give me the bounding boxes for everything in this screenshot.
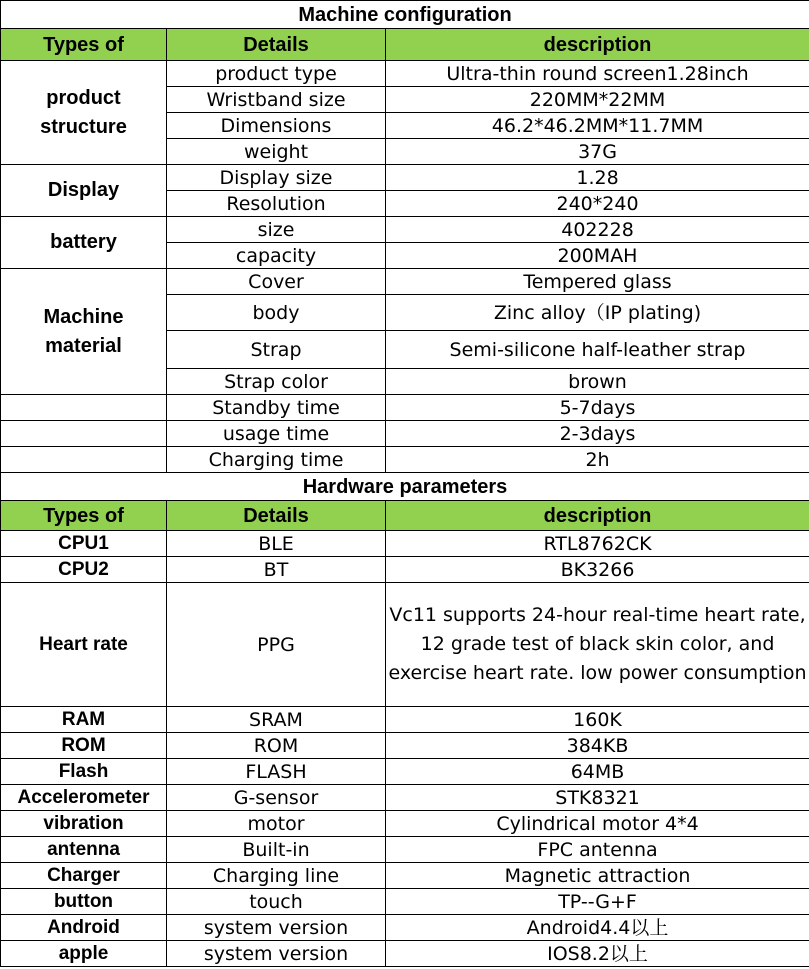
table-row [1, 531, 809, 557]
table-row [1, 395, 809, 421]
detail-cell: Strap [167, 331, 386, 369]
section-title-machine-configuration: Machine configuration [1, 1, 809, 29]
table-row [1, 165, 809, 191]
description-cell: 2-3days [386, 421, 809, 447]
description-cell: 46.2*46.2MM*11.7MM [386, 113, 809, 139]
detail-cell: system version [167, 941, 386, 967]
detail-cell: product type [167, 61, 386, 87]
table-row [1, 557, 809, 583]
description-cell: 220MM*22MM [386, 87, 809, 113]
description-cell: STK8321 [386, 785, 809, 811]
detail-cell: Standby time [167, 395, 386, 421]
hardware-type-cell: Android [1, 915, 167, 941]
table-row [1, 941, 809, 967]
table-row [1, 421, 809, 447]
category-cell: product structure [1, 61, 167, 165]
category-cell: battery [1, 217, 167, 269]
section-title-hardware-parameters: Hardware parameters [1, 473, 809, 501]
hardware-type-cell: antenna [1, 837, 167, 863]
detail-cell: PPG [167, 583, 386, 707]
description-cell: 402228 [386, 217, 809, 243]
hardware-type-cell: vibration [1, 811, 167, 837]
table-row [1, 217, 809, 243]
detail-cell: Wristband size [167, 87, 386, 113]
hardware-type-cell: Charger [1, 863, 167, 889]
detail-cell: capacity [167, 243, 386, 269]
hardware-type-cell: CPU1 [1, 531, 167, 557]
description-cell: 2h [386, 447, 809, 473]
description-cell: Android4.4以上 [386, 915, 809, 941]
detail-cell: Cover [167, 269, 386, 295]
hardware-type-cell: Heart rate [1, 583, 167, 707]
description-cell: BK3266 [386, 557, 809, 583]
detail-cell: motor [167, 811, 386, 837]
table-row [1, 889, 809, 915]
column-header-details: Details [167, 29, 386, 61]
hardware-type-cell: button [1, 889, 167, 915]
detail-cell: BT [167, 557, 386, 583]
detail-cell: system version [167, 915, 386, 941]
table-row [1, 447, 809, 473]
detail-cell: body [167, 295, 386, 331]
detail-cell: BLE [167, 531, 386, 557]
description-cell: brown [386, 369, 809, 395]
description-cell: TP--G+F [386, 889, 809, 915]
table-row [1, 269, 809, 295]
detail-cell: size [167, 217, 386, 243]
column-header-types-of: Types of [1, 29, 167, 61]
detail-cell: Dimensions [167, 113, 386, 139]
description-cell: FPC antenna [386, 837, 809, 863]
description-cell: Vc11 supports 24-hour real-time heart rate, 12 grade test of black skin color, and exercise heart rate. low power consumption [386, 583, 809, 707]
column-header-description: description [386, 501, 809, 531]
description-cell: 200MAH [386, 243, 809, 269]
detail-cell: Built-in [167, 837, 386, 863]
description-cell: Tempered glass [386, 269, 809, 295]
description-cell: RTL8762CK [386, 531, 809, 557]
detail-cell: touch [167, 889, 386, 915]
detail-cell: G-sensor [167, 785, 386, 811]
category-cell-empty [1, 395, 167, 421]
detail-cell: FLASH [167, 759, 386, 785]
description-cell: Magnetic attraction [386, 863, 809, 889]
hardware-type-cell: RAM [1, 707, 167, 733]
spec-table-body [1, 1, 809, 967]
table-row [1, 811, 809, 837]
detail-cell: ROM [167, 733, 386, 759]
detail-cell: Charging time [167, 447, 386, 473]
hardware-type-cell: ROM [1, 733, 167, 759]
table-row [1, 707, 809, 733]
description-cell: 5-7days [386, 395, 809, 421]
table-row [1, 915, 809, 941]
detail-cell: weight [167, 139, 386, 165]
category-cell-empty [1, 447, 167, 473]
description-cell: IOS8.2以上 [386, 941, 809, 967]
detail-cell: Charging line [167, 863, 386, 889]
description-cell: Zinc alloy（IP plating) [386, 295, 809, 331]
description-cell: Semi-silicone half-leather strap [386, 331, 809, 369]
detail-cell: Strap color [167, 369, 386, 395]
detail-cell: usage time [167, 421, 386, 447]
table-row [1, 759, 809, 785]
description-cell: 384KB [386, 733, 809, 759]
description-cell: Ultra-thin round screen1.28inch [386, 61, 809, 87]
category-cell-empty [1, 421, 167, 447]
detail-cell: Display size [167, 165, 386, 191]
description-cell: 160K [386, 707, 809, 733]
column-header-types-of: Types of [1, 501, 167, 531]
table-row [1, 583, 809, 707]
hardware-type-cell: apple [1, 941, 167, 967]
description-cell: 240*240 [386, 191, 809, 217]
description-cell: 1.28 [386, 165, 809, 191]
category-cell: Display [1, 165, 167, 217]
table-row [1, 863, 809, 889]
detail-cell: SRAM [167, 707, 386, 733]
table-row [1, 733, 809, 759]
description-cell: 64MB [386, 759, 809, 785]
hardware-type-cell: Accelerometer [1, 785, 167, 811]
column-header-details: Details [167, 501, 386, 531]
table-row [1, 785, 809, 811]
column-header-description: description [386, 29, 809, 61]
description-cell: 37G [386, 139, 809, 165]
table-row [1, 837, 809, 863]
table-row [1, 61, 809, 87]
category-cell: Machine material [1, 269, 167, 395]
hardware-type-cell: Flash [1, 759, 167, 785]
hardware-type-cell: CPU2 [1, 557, 167, 583]
detail-cell: Resolution [167, 191, 386, 217]
description-cell: Cylindrical motor 4*4 [386, 811, 809, 837]
